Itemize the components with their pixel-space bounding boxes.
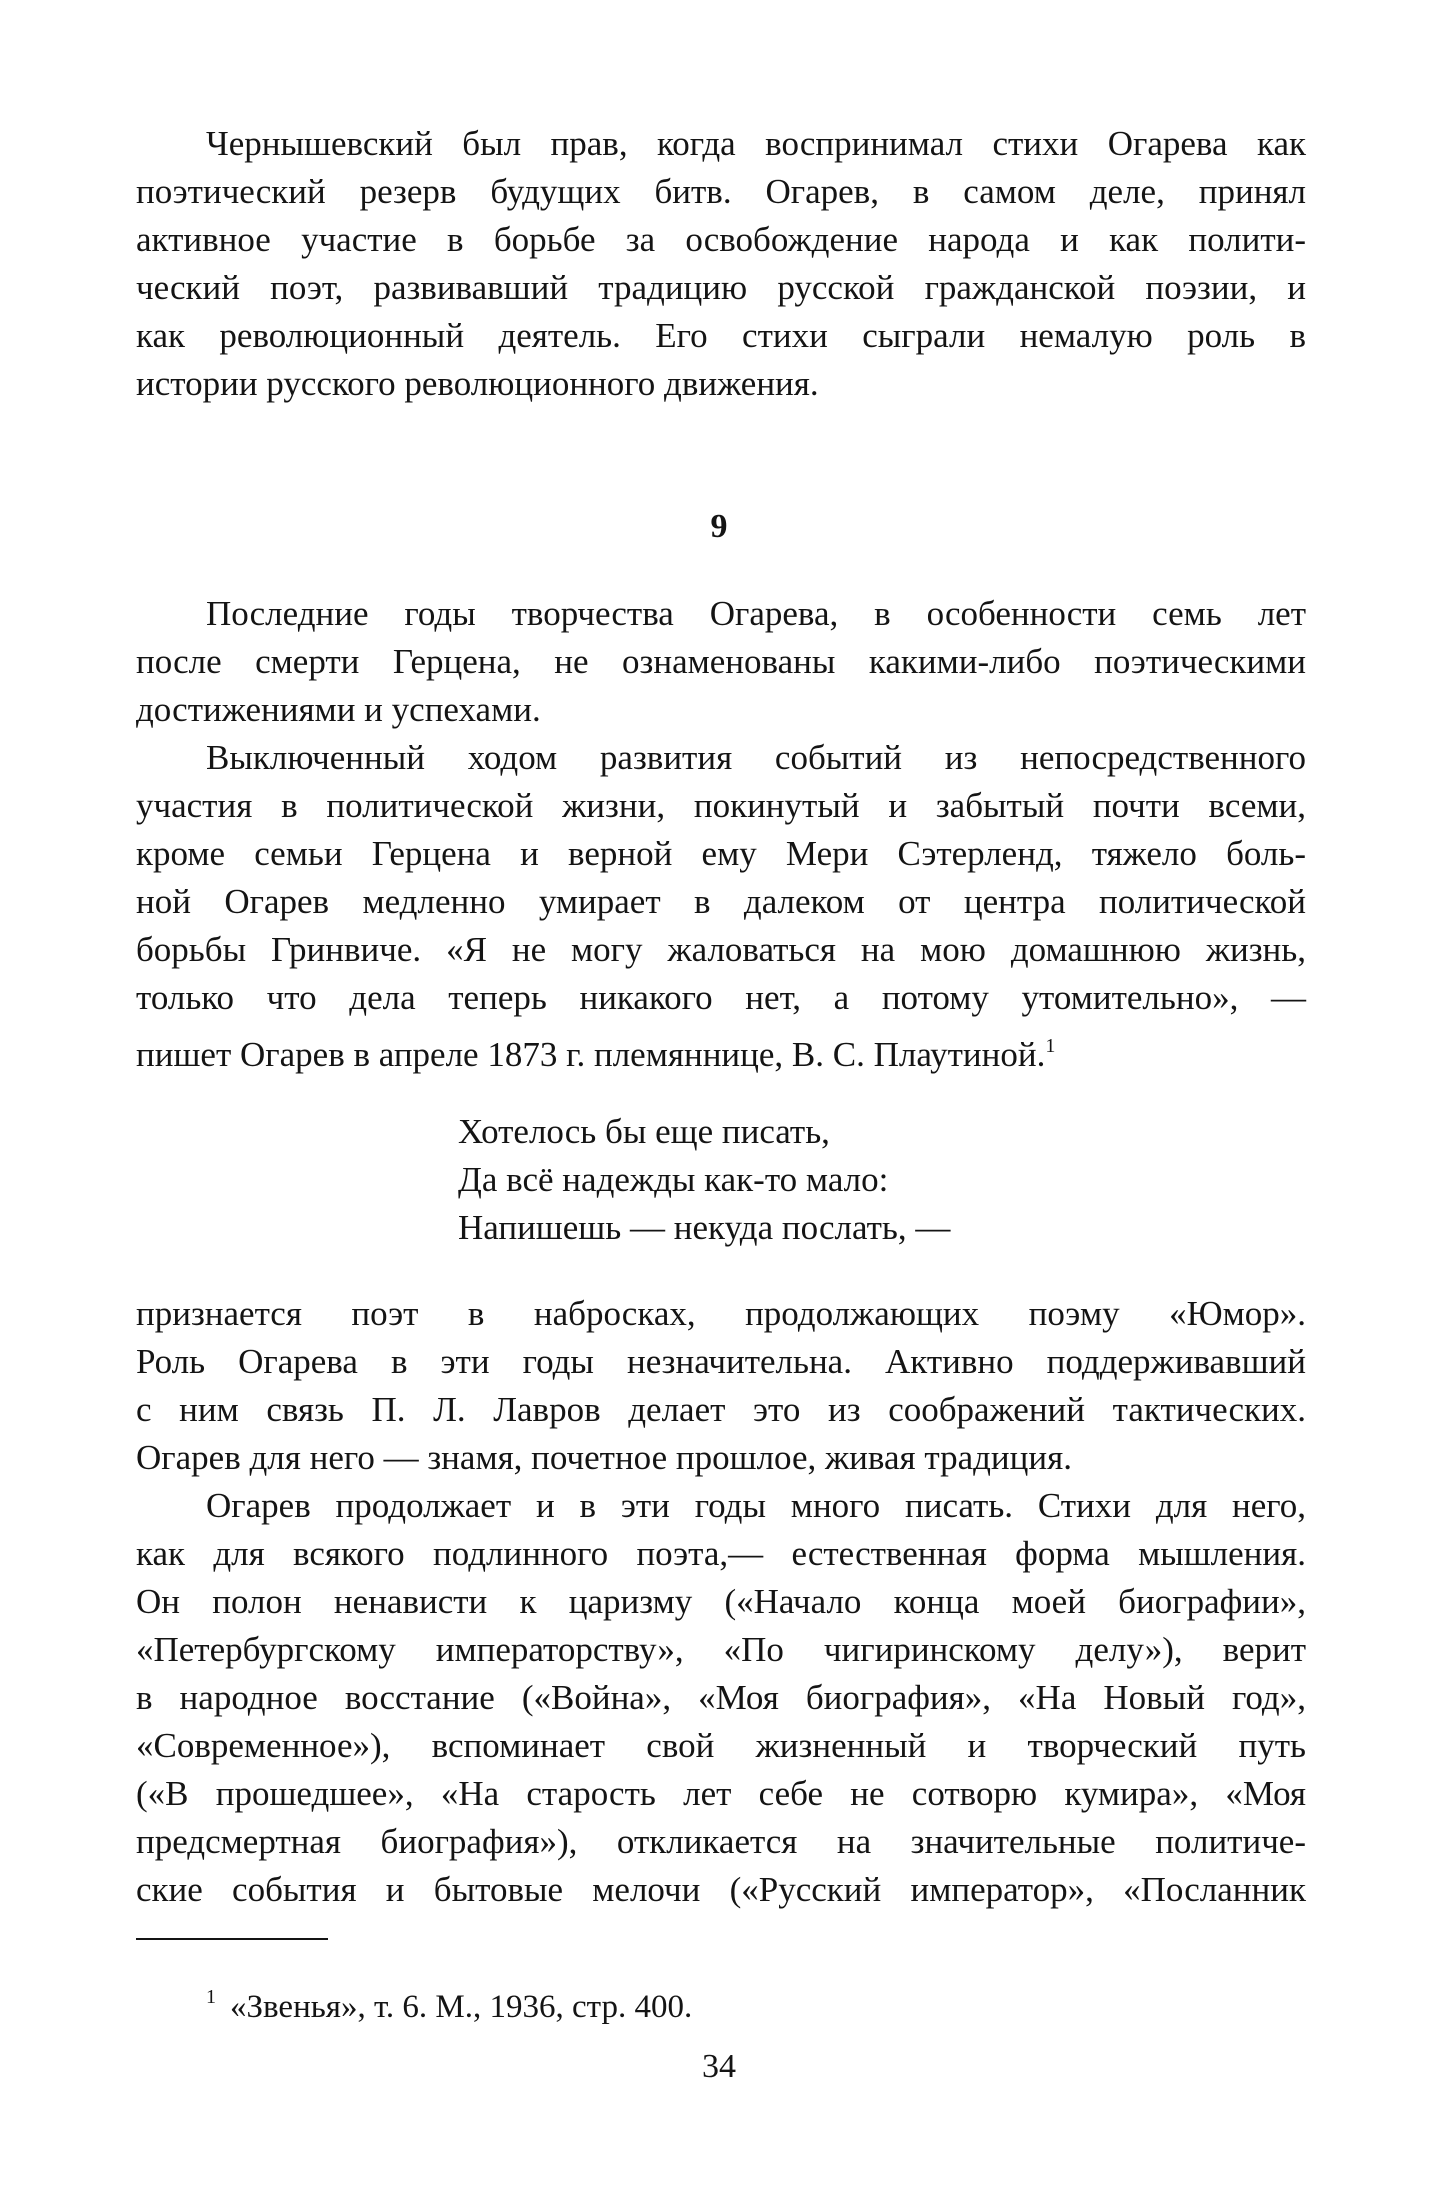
verse-line: Хотелось бы еще писать, <box>458 1112 830 1151</box>
text-line: только что дела теперь никакого нет, а потому утомительно», — <box>136 978 1306 1017</box>
text-line <box>136 1022 1306 1074</box>
text-line: как революционный деятель. Его стихи сыграли немалую роль в <box>136 316 1306 355</box>
text-line: борьбы Гринвиче. «Я не могу жаловаться на мою домашнюю жизнь, <box>136 930 1306 969</box>
text-line: Выключенный ходом развития событий из непосредственного <box>206 738 1306 777</box>
text-line: активное участие в борьбе за освобождение народа и как полити- <box>136 220 1306 259</box>
text-line: «Современное»), вспоминает свой жизненный и творческий путь <box>136 1726 1306 1765</box>
text-line: участия в политической жизни, покинутый и забытый почти всеми, <box>136 786 1306 825</box>
text-line: Чернышевский был прав, когда воспринимал стихи Огарева как <box>206 124 1306 163</box>
footnote-reference: 1 <box>1045 1035 1056 1057</box>
text-line: Он полон ненависти к царизму («Начало конца моей биографии», <box>136 1582 1306 1621</box>
text-line: Огарев для него — знамя, почетное прошлое, живая традиция. <box>136 1438 1072 1477</box>
footnote <box>206 1975 692 2029</box>
text-line: Последние годы творчества Огарева, в особенности семь лет <box>206 594 1306 633</box>
text-line: достижениями и успехами. <box>136 690 541 729</box>
text-line: «Петербургскому императорству», «По чигиринскому делу»), верит <box>136 1630 1306 1669</box>
verse-line: Да всё надежды как-то мало: <box>458 1160 889 1199</box>
footnote-text: «Звенья», т. 6. М., 1936, стр. 400. <box>230 1989 693 2025</box>
text-line: Огарев продолжает и в эти годы много писать. Стихи для него, <box>206 1486 1306 1525</box>
text-line: («В прошедшее», «На старость лет себе не сотворю кумира», «Моя <box>136 1774 1306 1813</box>
text-line: после смерти Герцена, не ознаменованы какими-либо поэтическими <box>136 642 1306 681</box>
text-line: предсмертная биография»), откликается на значительные политиче- <box>136 1822 1306 1861</box>
footnote-mark: 1 <box>206 1986 216 2008</box>
text-line: ческий поэт, развивавший традицию русской гражданской поэзии, и <box>136 268 1306 307</box>
text-line: как для всякого подлинного поэта,— естественная форма мышления. <box>136 1534 1306 1573</box>
text-line: поэтический резерв будущих битв. Огарев, в самом деле, принял <box>136 172 1306 211</box>
text-line: истории русского революционного движения. <box>136 364 819 403</box>
text-line: ной Огарев медленно умирает в далеком от центра политической <box>136 882 1306 921</box>
section-number: 9 <box>710 508 728 545</box>
text-line: ские события и бытовые мелочи («Русский император», «Посланник <box>136 1870 1306 1909</box>
text-line: признается поэт в набросках, продолжающих поэму «Юмор». <box>136 1294 1306 1333</box>
text-line: Роль Огарева в эти годы незначительна. Активно поддерживавший <box>136 1342 1306 1381</box>
page-number: 34 <box>702 2048 736 2085</box>
text-line: кроме семьи Герцена и верной ему Мери Сэтерленд, тяжело боль- <box>136 834 1306 873</box>
verse-line: Напишешь — некуда послать, — <box>458 1208 951 1247</box>
text-line: в народное восстание («Война», «Моя биография», «На Новый год», <box>136 1678 1306 1717</box>
footnote-divider <box>136 1938 328 1940</box>
text-line-content: пишет Огарев в апреле 1873 г. племяннице, В. С. Плаутиной. <box>136 1035 1046 1074</box>
text-line: с ним связь П. Л. Лавров делает это из соображений тактических. <box>136 1390 1306 1429</box>
